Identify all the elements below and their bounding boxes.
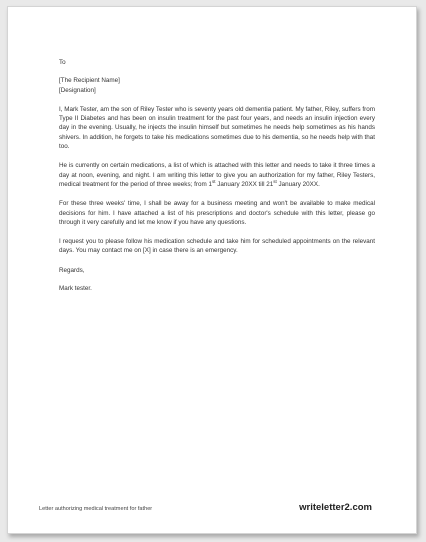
closing-regards: Regards, bbox=[59, 266, 85, 274]
start-date-suffix: st bbox=[211, 178, 216, 184]
paragraph-2-text: He is currently on certain medications, a list of which is attached with this letter and needs to take it three times a day at noon, evening, and night. I am writing this letter to give you an authorization for my father, Riley Testers, medical treatment for the period of three weeks; from bbox=[59, 162, 375, 188]
end-date-day: 21 bbox=[266, 180, 274, 188]
recipient-name: [The Recipient Name] bbox=[59, 77, 120, 85]
signature-name: Mark tester. bbox=[59, 285, 92, 293]
paragraph-4: I request you to please follow his medication schedule and take him for scheduled appointments on the relevant days. You may contact me on [X] in case there is an emergency. bbox=[59, 238, 375, 255]
letter-body bbox=[59, 58, 375, 293]
footer-brand: writeletter2.com bbox=[299, 502, 372, 513]
salutation-to: To bbox=[59, 59, 66, 66]
paragraph-1: I, Mark Tester, am the son of Riley Tester who is seventy years old dementia patient. My father, Riley, suffers from Type II Diabetes and has been on insulin treatment for the past four years, and needs an insulin injection every day in the evening. Usually, he injects the insulin himself but sometimes he needs help sometimes as his hands shivers. In addition, he forgets to take his medications sometimes due to his dementia, so he needs help with that too. bbox=[59, 105, 375, 151]
recipient-designation: [Designation] bbox=[59, 86, 96, 94]
end-date-suffix: st bbox=[273, 178, 277, 184]
start-date-day: 1 bbox=[208, 180, 212, 188]
footer-title: Letter authorizing medical treatment for father bbox=[39, 506, 153, 512]
paragraph-2 bbox=[59, 161, 375, 189]
end-date-rest: January 20XX. bbox=[276, 180, 320, 188]
paragraph-3: For these three weeks' time, I shall be away for a business meeting and won't be available to make medical decisions for him. I have attached a list of his prescriptions and doctor's schedule with this letter, please go through it very carefully and let me know if you have any questions. bbox=[59, 200, 375, 226]
document-page bbox=[7, 6, 417, 534]
start-date-rest: January 20XX till bbox=[215, 180, 267, 188]
